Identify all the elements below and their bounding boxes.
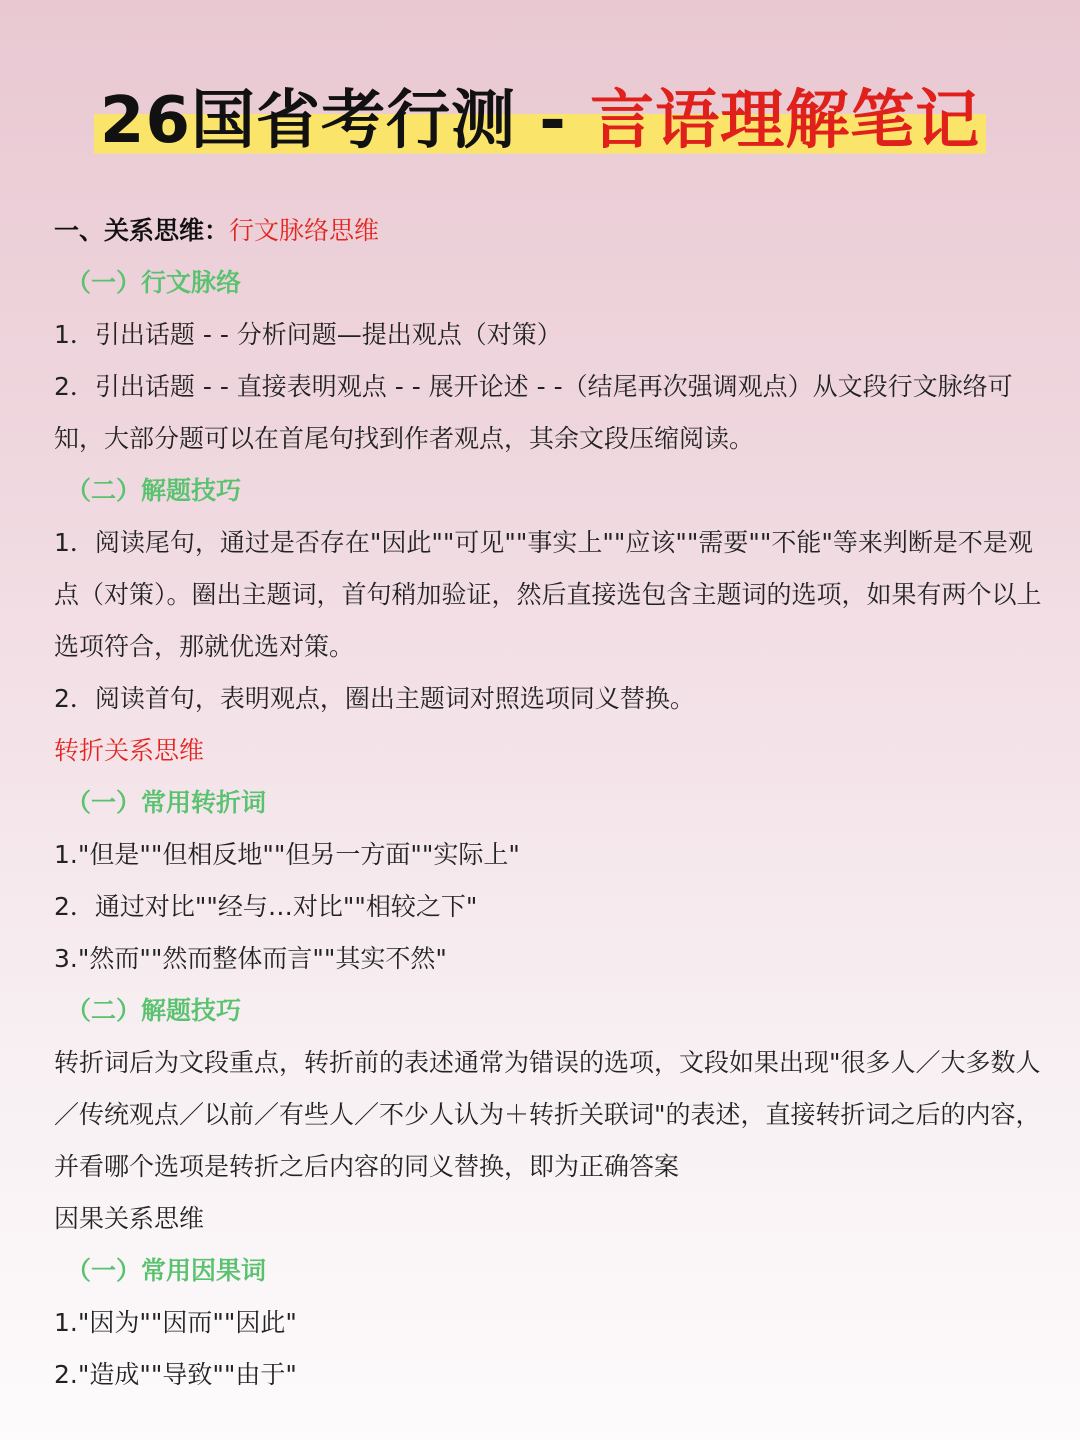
title-block bbox=[0, 78, 1080, 164]
section3-sub1-heading: （一）常用因果词 bbox=[66, 1256, 267, 1285]
title-part-main: 26国省考行测 - bbox=[99, 84, 591, 158]
section1-heading-highlight: 行文脉络思维 bbox=[229, 216, 380, 245]
section2-sub1-item-3: 3."然而""然而整体而言""其实不然" bbox=[54, 944, 447, 973]
section3-sub1-item-1: 1."因为""因而""因此" bbox=[54, 1308, 297, 1337]
notes-content bbox=[54, 205, 1044, 1401]
section1-heading bbox=[54, 205, 1044, 257]
title-part-highlight: 言语理解笔记 bbox=[590, 84, 981, 158]
section2-sub2-heading: （二）解题技巧 bbox=[66, 996, 242, 1025]
section2-sub1-item-2: 2．通过对比""经与…对比""相较之下" bbox=[54, 892, 478, 921]
section3-heading: 因果关系思维 bbox=[54, 1204, 205, 1233]
section1-sub2-item-2: 2．阅读首句，表明观点，圈出主题词对照选项同义替换。 bbox=[54, 684, 695, 713]
section1-sub2-heading: （二）解题技巧 bbox=[66, 476, 242, 505]
section2-heading: 转折关系思维 bbox=[54, 736, 205, 765]
section1-sub1-heading: （一）行文脉络 bbox=[66, 268, 242, 297]
section2-sub2-text: 转折词后为文段重点，转折前的表述通常为错误的选项，文段如果出现"很多人／大多数人／传统观点／以前／有些人／不少人认为＋转折关联词"的表述，直接转折词之后的内容，并看哪个选项是转折之后内容的同义替换，即为正确答案 bbox=[54, 1048, 1041, 1181]
section1-sub2-item-1: 1．阅读尾句，通过是否存在"因此""可见""事实上""应该""需要""不能"等来判断是不是观点（对策）。圈出主题词，首句稍加验证，然后直接选包含主题词的选项，如果有两个以上选项符合，那就优选对策。 bbox=[54, 528, 1042, 661]
section1-heading-prefix: 一、关系思维： bbox=[54, 216, 230, 245]
section1-sub1-item-1: 1．引出话题 - - 分析问题—提出观点（对策） bbox=[54, 320, 562, 349]
page-title bbox=[94, 78, 986, 164]
section2-sub1-item-1: 1."但是""但相反地""但另一方面""实际上" bbox=[54, 840, 520, 869]
section1-sub1-item-2: 2．引出话题 - - 直接表明观点 - - 展开论述 - -（结尾再次强调观点）从文段行文脉络可知，大部分题可以在首尾句找到作者观点，其余文段压缩阅读。 bbox=[54, 372, 1013, 453]
section3-sub1-item-2: 2."造成""导致""由于" bbox=[54, 1360, 297, 1389]
section2-sub1-heading: （一）常用转折词 bbox=[66, 788, 267, 817]
